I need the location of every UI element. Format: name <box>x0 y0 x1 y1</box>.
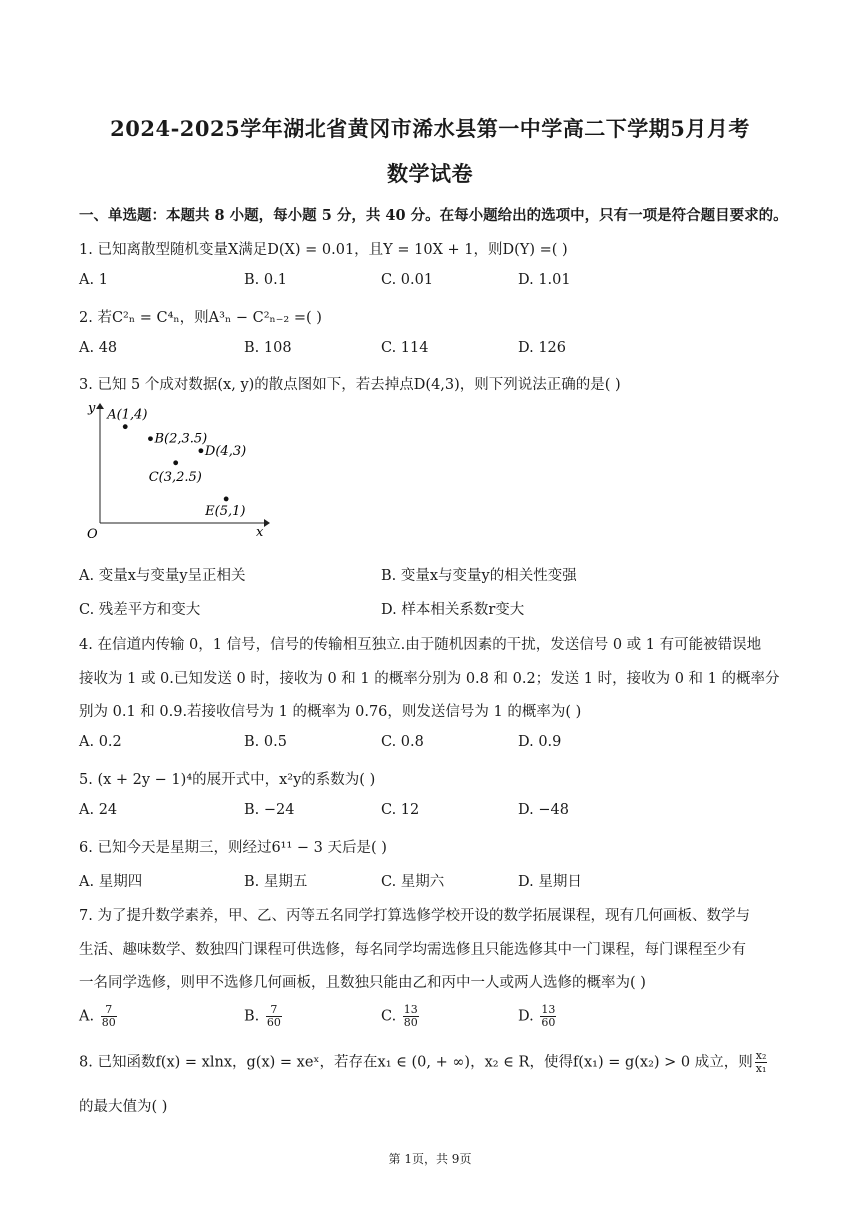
scatter-point <box>199 448 204 453</box>
q2-option-d: D. 126 <box>518 340 567 356</box>
q4-option-d: D. 0.9 <box>518 734 562 750</box>
q7-option-a-fraction <box>101 1004 117 1029</box>
x-axis-label: x <box>256 525 264 540</box>
x-axis-arrow <box>264 519 270 527</box>
q1-option-c: C. 0.01 <box>381 272 434 288</box>
question-8-text: 8. 已知函数f(x) = xlnx，g(x) = xeˣ，若存在x₁ ∈ (0, + ∞)，x₂ ∈ R，使得f(x₁) = g(x₂) > 0 成立，则 <box>79 1054 753 1071</box>
scatter-point <box>224 497 229 502</box>
q3-option-d: D. 样本相关系数r变大 <box>381 602 525 618</box>
q4-option-b: B. 0.5 <box>244 734 287 750</box>
scatter-point <box>123 424 128 429</box>
q7-option-a-den: 80 <box>101 1016 116 1029</box>
q4-option-a: A. 0.2 <box>79 734 122 750</box>
question-5: 5. (x + 2y − 1)⁴的展开式中，x²y的系数为( ) <box>79 772 376 788</box>
point-label: C(3,2.5) <box>148 469 202 485</box>
q4-option-c: C. 0.8 <box>381 734 424 750</box>
q7-option-c-num: 13 <box>403 1003 418 1016</box>
q2-option-b: B. 108 <box>244 340 292 356</box>
q5-option-a: A. 24 <box>79 802 118 818</box>
q2-option-a: A. 48 <box>79 340 118 356</box>
q7-option-a-num: 7 <box>101 1004 117 1017</box>
q7-option-c-letter: C. <box>381 1008 397 1025</box>
exam-title: 2024-2025学年湖北省黄冈市浠水县第一中学高二下学期5月月考 <box>110 116 750 141</box>
q1-option-d: D. 1.01 <box>518 272 571 288</box>
point-label: E(5,1) <box>205 503 246 519</box>
q7-option-b-fraction <box>266 1004 282 1029</box>
q7-option-b-num: 7 <box>266 1004 282 1017</box>
point-label: D(4,3) <box>204 443 247 459</box>
y-axis-label: y <box>88 401 96 416</box>
question-1: 1. 已知离散型随机变量X满足D(X) = 0.01，且Y = 10X + 1，则D(Y) =( ) <box>79 242 568 258</box>
q6-option-b: B. 星期五 <box>244 874 308 890</box>
q1-option-a: A. 1 <box>79 272 108 288</box>
question-7-line-2: 生活、趣味数学、数独四门课程可供选修，每名同学均需选修且只能选修其中一门课程，每门课程至少有 <box>79 942 746 958</box>
q7-option-d <box>518 1004 556 1029</box>
q6-option-a: A. 星期四 <box>79 874 143 890</box>
question-4-line-2: 接收为 1 或 0.已知发送 0 时，接收为 0 和 1 的概率分别为 0.8 和 0.2；发送 1 时，接收为 0 和 1 的概率分 <box>79 671 780 687</box>
q8-fraction <box>755 1050 768 1075</box>
question-4-line-3: 别为 0.1 和 0.9.若接收信号为 1 的概率为 0.76，则发送信号为 1 的概率为( ) <box>79 704 582 720</box>
q7-option-a <box>79 1004 117 1029</box>
q7-option-b <box>244 1004 282 1029</box>
question-8-line-2: 的最大值为( ) <box>79 1099 168 1115</box>
origin-label: O <box>87 527 98 542</box>
q7-option-d-den: 60 <box>541 1016 556 1029</box>
q6-option-c: C. 星期六 <box>381 874 445 890</box>
y-axis-arrow <box>96 403 104 409</box>
q6-option-d: D. 星期日 <box>518 874 582 890</box>
scatter-plot <box>78 395 278 545</box>
q7-option-a-letter: A. <box>79 1008 95 1025</box>
q3-option-a: A. 变量x与变量y呈正相关 <box>79 568 246 584</box>
q8-frac-num: x₂ <box>755 1049 767 1062</box>
q5-option-d: D. −48 <box>518 802 569 818</box>
q7-option-d-fraction <box>540 1004 556 1029</box>
q8-frac-den: x₁ <box>755 1062 767 1075</box>
q3-option-c: C. 残差平方和变大 <box>79 602 201 618</box>
question-6: 6. 已知今天是星期三，则经过6¹¹ − 3 天后是( ) <box>79 840 387 856</box>
q7-option-d-num: 13 <box>541 1003 556 1016</box>
scatter-point <box>148 436 153 441</box>
q1-option-b: B. 0.1 <box>244 272 287 288</box>
q2-option-c: C. 114 <box>381 340 429 356</box>
q7-option-b-den: 60 <box>266 1016 281 1029</box>
q7-option-c <box>381 1004 419 1029</box>
point-label: A(1,4) <box>107 407 148 423</box>
question-7-line-1: 7. 为了提升数学素养，甲、乙、丙等五名同学打算选修学校开设的数学拓展课程，现有几何画板、数学与 <box>79 908 750 924</box>
q5-option-b: B. −24 <box>244 802 295 818</box>
point-label: B(2,3.5) <box>154 431 208 447</box>
q7-option-d-letter: D. <box>518 1008 534 1025</box>
question-3: 3. 已知 5 个成对数据(x, y)的散点图如下，若去掉点D(4,3)，则下列说法正确的是( ) <box>79 377 621 393</box>
q3-option-b: B. 变量x与变量y的相关性变强 <box>381 568 577 584</box>
question-7-line-3: 一名同学选修，则甲不选修几何画板，且数独只能由乙和丙中一人或两人选修的概率为( ) <box>79 975 646 991</box>
question-8-line-1 <box>79 1050 767 1075</box>
q7-option-c-den: 80 <box>403 1016 418 1029</box>
q5-option-c: C. 12 <box>381 802 420 818</box>
question-2: 2. 若C²ₙ = C⁴ₙ，则A³ₙ − C²ₙ₋₂ =( ) <box>79 310 322 326</box>
question-4-line-1: 4. 在信道内传输 0，1 信号，信号的传输相互独立.由于随机因素的干扰，发送信号 0 或 1 有可能被错误地 <box>79 637 762 653</box>
q7-option-b-letter: B. <box>244 1008 260 1025</box>
q7-option-c-fraction <box>403 1004 419 1029</box>
page-footer: 第 1页，共 9页 <box>388 1152 472 1166</box>
section-heading: 一、单选题：本题共 8 小题，每小题 5 分，共 40 分。在每小题给出的选项中，只有一项是符合题目要求的。 <box>79 207 788 224</box>
exam-subtitle: 数学试卷 <box>387 161 473 186</box>
scatter-point <box>173 460 178 465</box>
